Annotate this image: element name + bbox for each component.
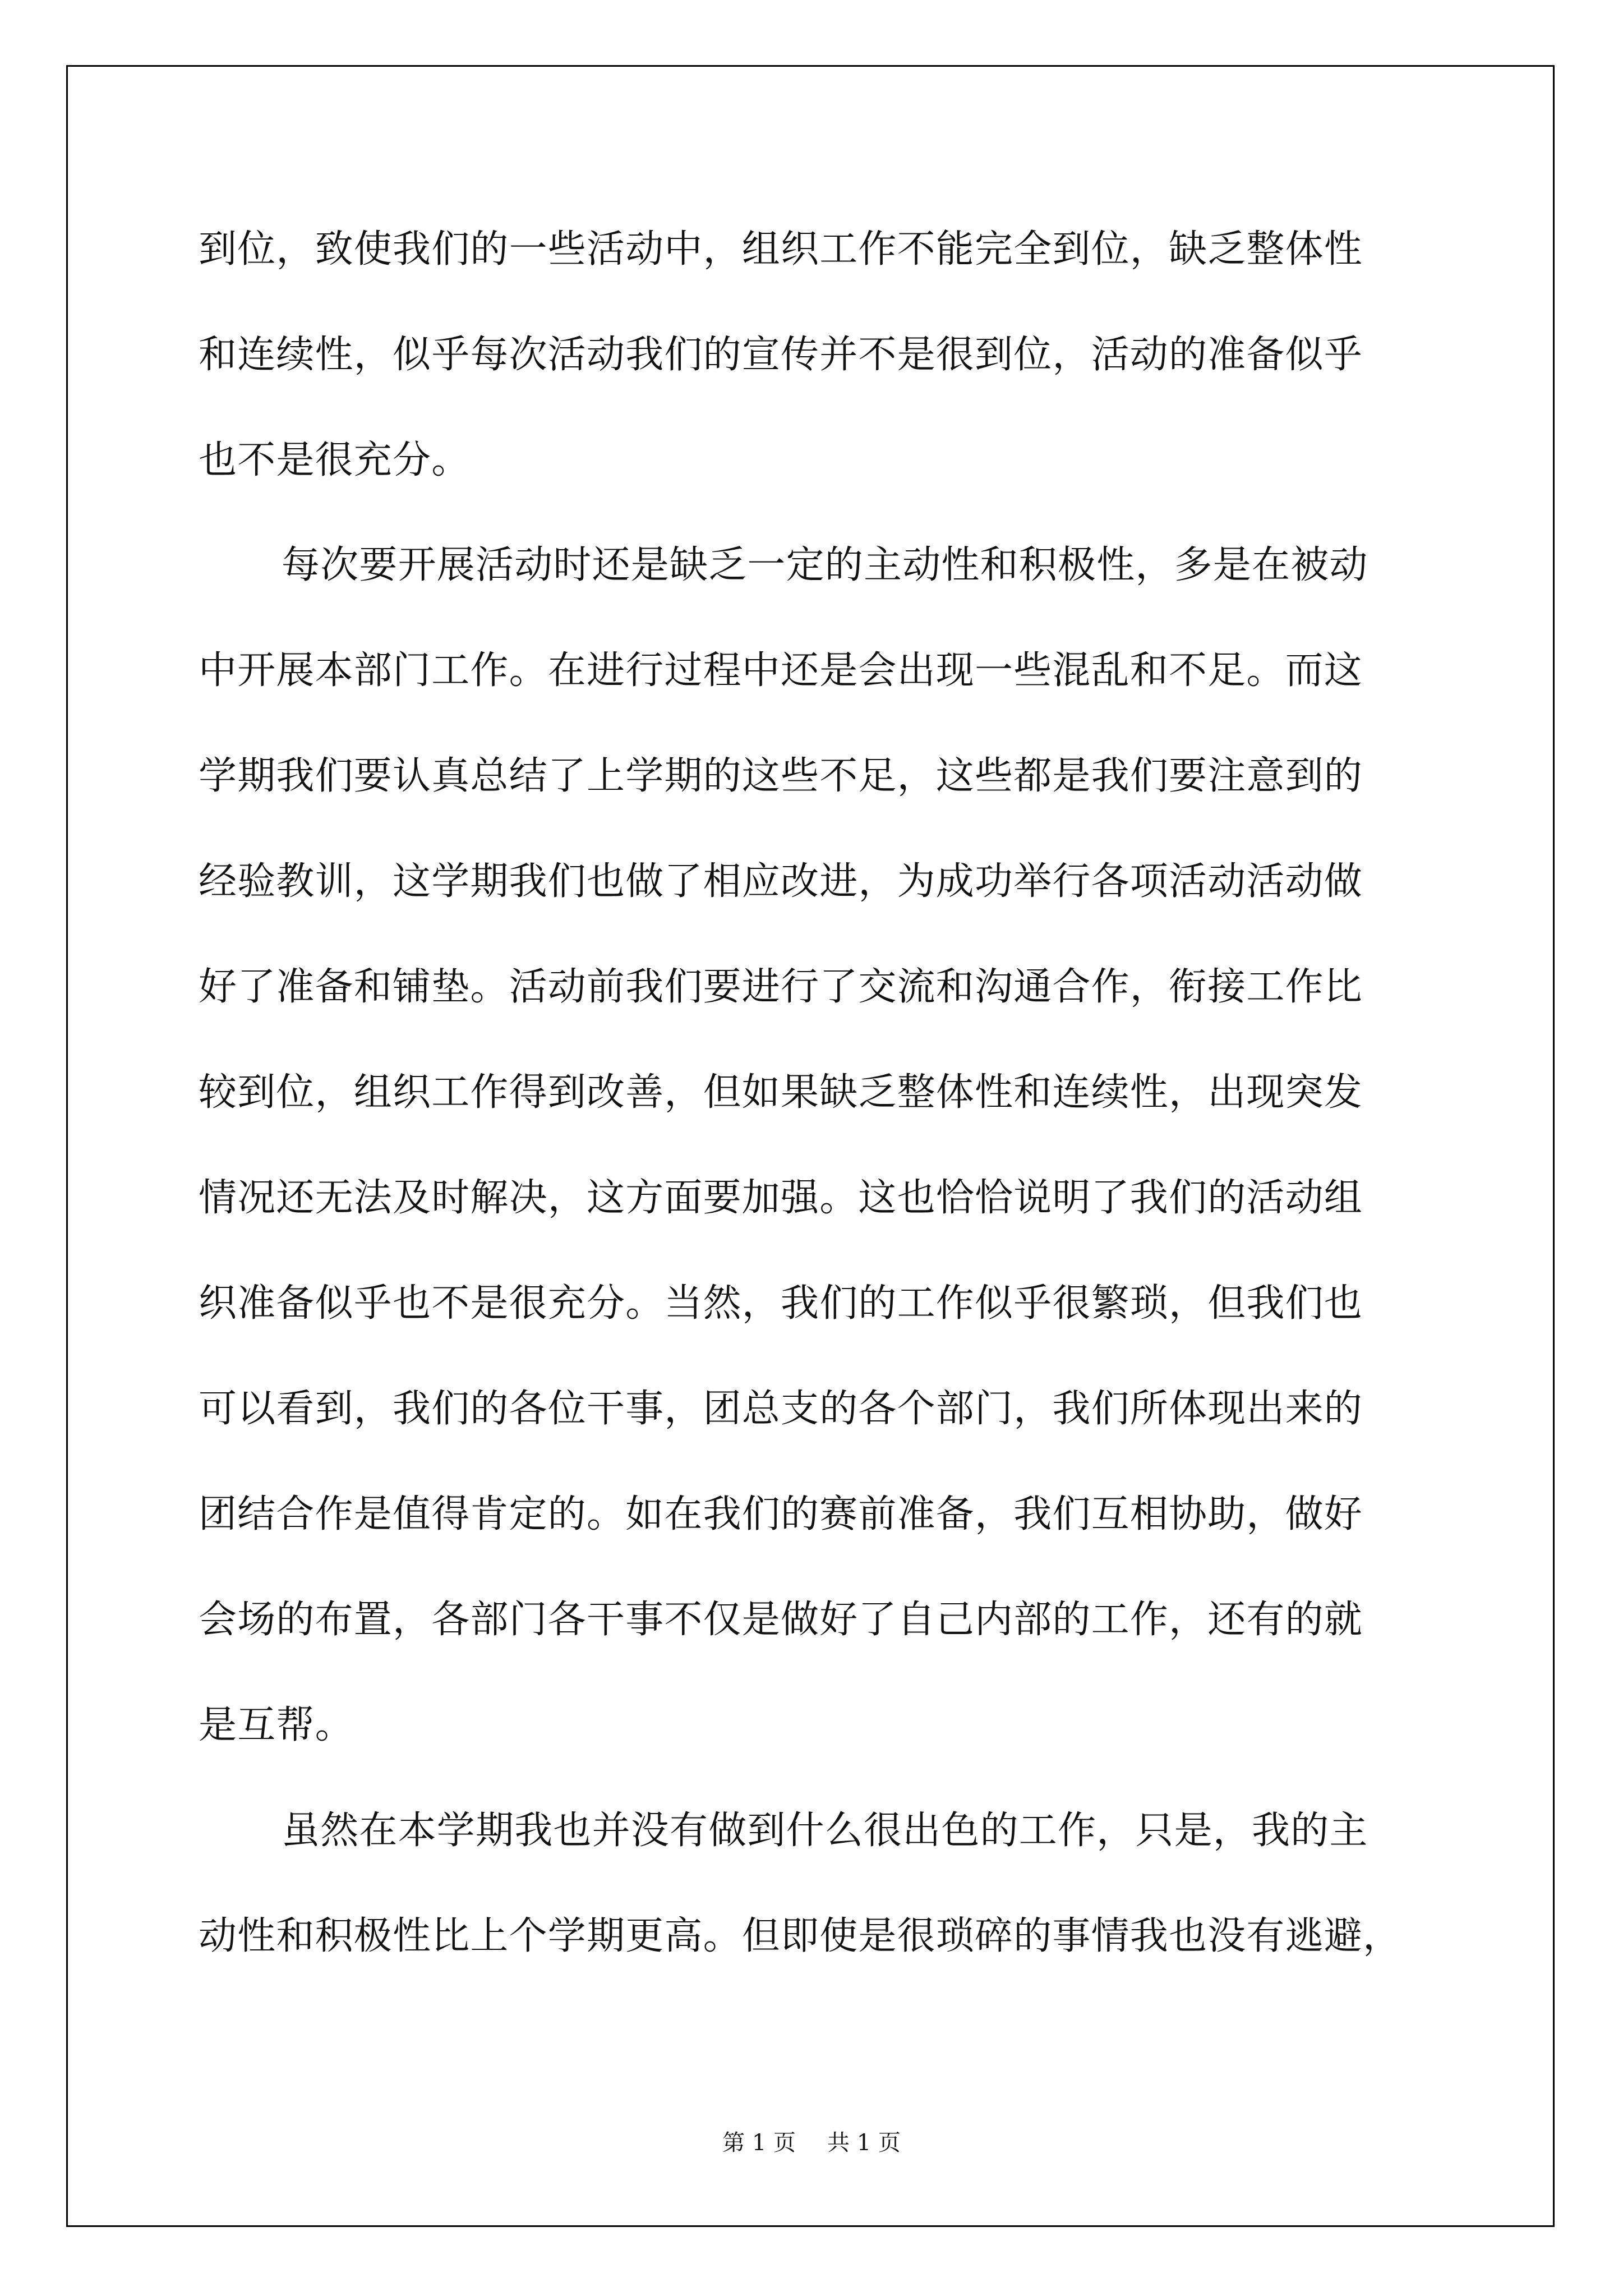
text-line: 和连续性，似乎每次活动我们的宣传并不是很到位，活动的准备似乎 [199, 333, 1363, 377]
text-line: 经验教训，这学期我们也做了相应改进，为成功举行各项活动活动做 [199, 859, 1363, 904]
text-line: 会场的布置，各部门各干事不仅是做好了自己内部的工作，还有的就 [199, 1598, 1363, 1642]
page-total: 共 1 页 [827, 2130, 901, 2156]
text-line: 好了准备和铺垫。活动前我们要进行了交流和沟通合作，衔接工作比 [199, 965, 1363, 1009]
page-number: 第 1 页 [722, 2130, 796, 2156]
text-line: 织准备似乎也不是很充分。当然，我们的工作似乎很繁琐，但我们也 [199, 1281, 1363, 1326]
text-line: 中开展本部门工作。在进行过程中还是会出现一些混乱和不足。而这 [199, 648, 1363, 693]
paragraph-start-line: 虽然在本学期我也并没有做到什么很出色的工作，只是，我的主 [282, 1809, 1368, 1853]
page-footer [0, 2126, 1623, 2160]
text-line: 可以看到，我们的各位干事，团总支的各个部门，我们所体现出来的 [199, 1387, 1363, 1431]
text-line: 是互帮。 [199, 1703, 354, 1747]
text-line: 情况还无法及时解决，这方面要加强。这也恰恰说明了我们的活动组 [199, 1176, 1363, 1220]
paragraph-start-line: 每次要开展活动时还是缺乏一定的主动性和积极性，多是在被动 [282, 543, 1368, 587]
text-line: 到位，致使我们的一些活动中，组织工作不能完全到位，缺乏整体性 [199, 227, 1363, 272]
text-line: 较到位，组织工作得到改善，但如果缺乏整体性和连续性，出现突发 [199, 1070, 1363, 1115]
text-line: 学期我们要认真总结了上学期的这些不足，这些都是我们要注意到的 [199, 754, 1363, 798]
text-line: 也不是很充分。 [199, 438, 471, 482]
text-line: 团结合作是值得肯定的。如在我们的赛前准备，我们互相协助，做好 [199, 1492, 1363, 1536]
text-line: 动性和积极性比上个学期更高。但即使是很琐碎的事情我也没有逃避， [199, 1914, 1402, 1958]
